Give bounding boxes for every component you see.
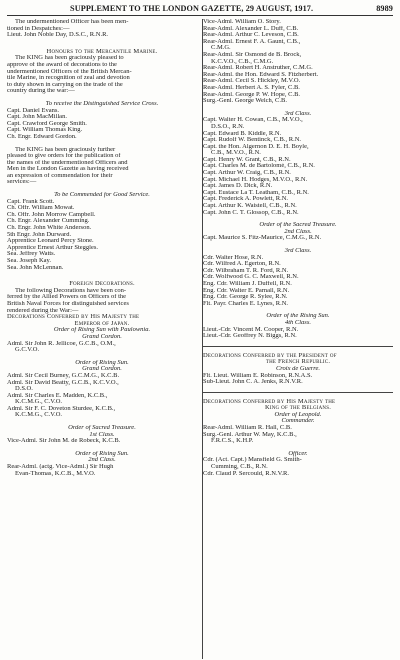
right-column-line: Capt. Arthur K. Waistell, C.B., R.N. (203, 203, 297, 210)
right-column-line: Lieut.-Cdr. Geoffrey N. Biggs, R.N. (203, 333, 297, 340)
right-column-line: Cumming, C.B., R.N. (211, 464, 268, 471)
left-column-line: Capt. Crawford George Smith. (7, 120, 87, 127)
right-column-line: Cdr. (Act. Capt.) Mansfield G. Smith- (203, 457, 302, 464)
right-column-line: Capt. Rudolf W. Bentinck, C.B., R.N. (203, 137, 302, 144)
right-column-line: Capt. Charles M. de Bartolomé, C.B., R.N. (203, 163, 315, 170)
left-column-line: to duty shown in carrying on the trade of the (7, 81, 123, 88)
left-column-line: K.C.M.G., C.V.O. (15, 399, 63, 406)
left-column-line: undermentioned Officers of the British Mercan- (7, 68, 132, 75)
left-column-line: Decorations Conferred by His Majesty the (7, 314, 140, 321)
left-column-line: 2nd Class. (88, 457, 116, 464)
page-header (7, 4, 393, 16)
left-column-line: The following Decorations have been con- (15, 287, 127, 294)
left-column-line: Apprentice Leonard Percy Stone. (7, 238, 94, 245)
left-column-line: Adml. Sir John R. Jellicoe, G.C.B., O.M., (7, 340, 116, 347)
left-column-line: Sea. John McLennan. (7, 264, 64, 271)
right-column-line: 3rd Class. (284, 248, 312, 254)
right-column-line: Officer. (288, 450, 308, 457)
right-column-line: Vice-Adml. William O. Story. (203, 19, 281, 25)
left-column-line: Emperor of Japan. (74, 320, 130, 327)
left-column-line: Ch. Engr. John White Anderson. (7, 225, 92, 232)
right-column-line: the French Republic. (265, 359, 331, 366)
left-column-line: The undermentioned Officer has been men- (15, 19, 129, 25)
right-column-line: Capt. the Hon. Algernon D. E. H. Boyle, (203, 143, 309, 150)
right-column-line: Sub-Lieut. John C. A. Jenks, R.N.V.R. (203, 379, 303, 386)
right-column-line: Eng. Cdr. William J. Duffell, R.N. (203, 280, 292, 287)
right-column-line: Flt. Payr. Charles E. Lynes, R.N. (203, 300, 289, 307)
left-column-line: ferred by the Allied Powers on Officers of the (7, 294, 127, 301)
right-column-line: Decorations Conferred by His Majesty the (203, 398, 336, 405)
section-rule (203, 346, 393, 347)
right-column-line: Rear-Adml. Alexander L. Duff, C.B. (203, 25, 299, 32)
left-column-line: Ch. Offr. William Mowat. (7, 205, 75, 212)
left-column-line: Adml. Sir Cecil Burney, G.C.M.G., K.C.B. (7, 372, 120, 379)
left-column-line: Capt. William Thomas King. (7, 127, 83, 134)
left-column-line: Ch. Engr. Edward Gordon. (7, 133, 77, 140)
right-column-line: Order of the Rising Sun. (266, 313, 330, 320)
right-column-line: Capt. Edward B. Kiddle, R.N. (203, 130, 282, 137)
left-column-line: Vice-Adml. Sir John M. de Robeck, K.C.B. (7, 438, 121, 445)
page-number: 8989 (376, 4, 393, 13)
left-column-line: Grand Cordon. (82, 333, 122, 340)
left-column-line: Capt. Daniel Evans. (7, 107, 59, 114)
right-column-line: Cdr. Claud P. Sercould, R.N.V.R. (203, 470, 290, 477)
left-column-line: Capt. Frank Scott. (7, 198, 55, 205)
column-rule (202, 19, 203, 659)
right-column-line: Order of Leopold. (274, 411, 322, 418)
left-column-line: Honours to the Mercantile Marine. (46, 48, 158, 55)
right-column-line: Capt. Henry W. Grant, C.B., R.N. (203, 156, 291, 163)
right-column-line: Croix de Guerre. (275, 365, 321, 372)
right-column-line: Order of the Sacred Treasure. (259, 222, 337, 229)
right-column-line: Rear-Adml. Arthur C. Leveson, C.B. (203, 32, 299, 39)
left-column-line: Lieut. John Noble Day, D.S.C., R.N.R. (7, 32, 109, 39)
right-column-line: Capt. John C. T. Glossop, C.B., R.N. (203, 209, 299, 216)
right-column-line: Rear-Adml. George P. W. Hope, C.B. (203, 91, 301, 98)
right-column-line: D.S.O., R.N. (211, 123, 245, 130)
right-column-line: Capt. Michael H. Hodges, M.V.O., R.N. (203, 176, 308, 183)
left-column-line: 1st Class. (89, 431, 115, 438)
right-column-line: K.C.V.O., C.B., C.M.G. (211, 58, 274, 65)
right-column-line: Capt. Arthur W. Craig, C.B., R.N. (203, 170, 291, 177)
right-column-line: Cdr. Wilbraham T. R. Ford, R.N. (203, 267, 289, 274)
right-column-line: Rear-Adml. William R. Hall, C.B. (203, 425, 292, 432)
left-column-line: an expression of commendation for their (7, 172, 113, 179)
right-column-line: King of the Belgians. (264, 405, 332, 412)
left-column-line: tioned in Despatches:— (7, 25, 70, 32)
spacer (7, 271, 197, 281)
right-column-line: F.R.C.S., K.H.P. (211, 438, 254, 445)
left-column-line: Order of Rising Sun. (75, 450, 129, 457)
left-column-line: Apprentice Ernest Arthur Steggles. (7, 244, 98, 251)
right-column-line: Cdr. Wolfwood G. C. Maxwell, R.N. (203, 274, 299, 281)
right-column-line: Capt. James D. Dick, R.N. (203, 183, 273, 190)
left-column-line: To receive the Distinguished Service Cross. (45, 100, 159, 107)
right-column-line: Rear-Adml. Cecil S. Hickley, M.V.O. (203, 78, 301, 85)
right-column-line: Capt. Frederick A. Powlett, R.N. (203, 196, 289, 203)
left-column-line: approve of the award of decorations to the (7, 61, 117, 68)
left-column-line: country during the war:— (7, 88, 75, 95)
left-column-line: The KING has been graciously further (15, 146, 116, 153)
right-column-line: Surg.-Genl. George Welch, C.B. (203, 98, 287, 105)
right-column-line: 3rd Class. (284, 110, 312, 117)
right-column-line: Flt. Lieut. William E. Robinson, R.N.A.S. (203, 372, 313, 379)
left-column-line: services:— (7, 179, 37, 186)
left-column-line: Order of Rising Sun. (75, 359, 129, 366)
left-column-line: Ch. Offr. John Morrow Campbell. (7, 211, 96, 218)
left-column-line: Sea. Jeffrey Watts. (7, 251, 56, 258)
right-column-line: C.B., M.V.O., R.N. (211, 150, 261, 157)
right-column-line: Lieut.-Cdr. Vincent M. Cooper, R.N. (203, 326, 299, 333)
left-column-line: K.C.M.G., C.V.O. (15, 412, 63, 419)
right-column-line: 2nd Class. (284, 228, 312, 235)
spacer (7, 39, 197, 49)
left-column-line: 5th Engr. John Durward. (7, 231, 72, 238)
right-column-line: Commander. (281, 418, 315, 425)
right-column-line: Eng. Cdr. George R. Sylee, R.N. (203, 294, 288, 301)
left-column (7, 19, 197, 477)
right-column-line: 4th Class. (284, 319, 311, 326)
left-column-line: Ch. Engr. Alexander Cumming. (7, 218, 90, 225)
right-column-line: Eng. Cdr. Walter E. Parnall, R.N. (203, 287, 290, 294)
right-column-line: C.M.G. (211, 45, 231, 52)
columns (7, 19, 393, 477)
left-column-line: Order of Rising Sun with Paulownia. (53, 327, 151, 334)
right-column-line: Rear-Adml. Sir Osmond de B. Brock, (203, 51, 302, 58)
right-column-line: Cdr. Walter Hose, R.N. (203, 254, 264, 261)
left-column-line: Grand Cordon. (82, 366, 122, 373)
left-column-line: British Naval Forces for distinguished services (7, 300, 129, 307)
left-column-line: Adml. Sir David Beatty, G.C.B., K.C.V.O., (7, 379, 119, 386)
left-column-line: Sea. Joseph Kay. (7, 258, 51, 264)
right-column-line: Capt. Walter H. Cowan, C.B., M.V.O., (203, 117, 303, 124)
right-column-line: Surg.-Genl. Arthur W. May, K.C.B., (203, 431, 297, 438)
section-rule (203, 392, 393, 393)
left-column-line: Evan-Thomas, K.C.B., M.V.O. (15, 470, 96, 477)
left-column-line: pleased to give orders for the publication of (7, 153, 121, 160)
left-column-line: Order of Sacred Treasure. (68, 425, 136, 432)
right-column-line: Capt. Eustace La T. Leatham, C.B., R.N. (203, 189, 309, 196)
gazette-title: SUPPLEMENT TO THE LONDON GAZETTE, 29 AUGUST, 1917. (70, 4, 314, 13)
left-column-line: Adml. Sir Charles E. Madden, K.C.B., (7, 392, 108, 399)
left-column-line: D.S.O. (15, 386, 33, 393)
left-column-line: The KING has been graciously pleased to (15, 55, 124, 62)
right-column-line: Rear-Adml. Herbert A. S. Fyler, C.B. (203, 84, 300, 91)
left-column-line: Rear-Adml. (actg. Vice-Adml.) Sir Hugh (7, 464, 114, 471)
left-column-line: Capt. John MacMillan. (7, 114, 67, 121)
right-column-line: Rear-Adml. the Hon. Edward S. Fitzherbert. (203, 71, 319, 78)
right-column (203, 19, 393, 477)
right-column-line: Capt. Maurice S. Fitz-Maurice, C.M.G., R.N. (203, 235, 322, 242)
right-column-line: Decorations Conferred by the President of (203, 352, 337, 359)
left-column-line: the names of the undermentioned Officers and (7, 159, 128, 166)
left-column-line: Men in the London Gazette as having received (7, 166, 129, 173)
right-column-line: Rear-Adml. Ernest F. A. Gaunt, C.B., (203, 38, 301, 45)
right-column-line: Cdr. Wilfred A. Egerton, R.N. (203, 261, 281, 268)
left-column-line: rendered during the War:— (7, 307, 79, 314)
left-column-line: Foreign Decorations. (69, 281, 135, 288)
left-column-line: Adml. Sir F. C. Doveton Sturdee, K.C.B., (7, 405, 116, 412)
right-column-line: Rear-Adml. Robert H. Anstruther, C.M.G. (203, 65, 313, 72)
left-column-line: tile Marine, in recognition of zeal and devotion (7, 75, 130, 82)
left-column-line: To be Commended for Good Service. (54, 192, 150, 199)
left-column-line: G.C.V.O. (15, 347, 40, 354)
